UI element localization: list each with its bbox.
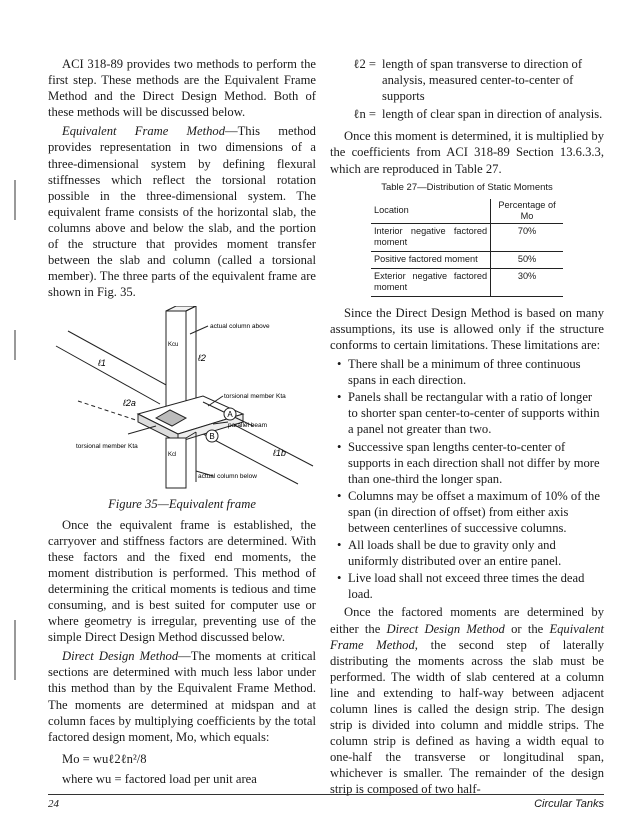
point-a-label: A [227, 410, 233, 420]
paragraph-emphasis: Equivalent Frame Method [330, 621, 604, 652]
definition-text: length of clear span in direction of analysis. [382, 107, 603, 122]
table-cell-percentage: 70% [491, 223, 563, 251]
label-column-below: actual column below [198, 473, 257, 481]
coefficients-paragraph: Once this moment is determined, it is multiplied by the coefficients from ACI 318-89 Section 13.6.3.3, which are reproduced in Table 27. [330, 129, 604, 176]
margin-mark [14, 620, 16, 680]
list-item: • Columns may be offset a maximum of 10% of the span (in direction of offset) from either axis between centerlines of successive columns. [330, 488, 604, 536]
table-title: Table 27—Distribution of Static Moments [381, 181, 553, 193]
paragraph-text: or the [504, 621, 550, 636]
margin-mark [14, 330, 16, 360]
definition-item [330, 106, 604, 122]
direct-design-paragraph [48, 648, 316, 745]
table-header-location: Location [371, 199, 491, 224]
intro-paragraph: ACI 318-89 provides two methods to perform the first step. These methods are the Equivalent Frame Method and the Direct Design Method. Both of these methods will be discussed below. [48, 57, 316, 120]
list-item: • Live load shall not exceed three times the dead load. [330, 570, 604, 602]
list-item: • All loads shall be due to gravity only and uniformly distributed over an entire panel. [330, 537, 604, 569]
label-column-above: actual column above [210, 323, 270, 331]
paragraph-text: , the second step of laterally distributing the moments across the slab must be performed. The width of slab centered at a column line and extending to half-way between adjacent column lines is called the design strip. The design strip is divided into column and middle strips. The column strip is defined as having a width equal to one-half the transverse or longitudinal span, whichever is smaller. The remainder of the design strip is composed of two half- [330, 637, 604, 797]
figure-caption: Figure 35—Equivalent frame [108, 497, 256, 512]
table-row [371, 223, 563, 251]
definitions-list [330, 56, 604, 122]
label-kc-lower: Kcl [168, 452, 177, 459]
table-row [371, 251, 563, 268]
table-header-row [371, 199, 563, 224]
paragraph-emphasis: Direct Design Method [386, 621, 505, 636]
label-l1: ℓ1 [98, 358, 106, 369]
equivalent-frame-paragraph [48, 123, 316, 300]
frame-diagram [48, 306, 316, 496]
slab-edge-line [68, 331, 168, 386]
lateral-distribution-paragraph [330, 604, 604, 797]
definition-symbol: ℓ2 = [353, 57, 376, 71]
label-l2: ℓ2 [198, 353, 206, 364]
direct-design-heading: Direct Design Method [62, 649, 179, 664]
page-footer [48, 794, 604, 810]
definition-item [330, 56, 604, 104]
definition-text: length of span transverse to direction of analysis, measured center-to-center of supports [382, 57, 583, 104]
column-above [166, 311, 186, 411]
right-column [330, 56, 604, 801]
list-item: • Panels shall be rectangular with a ratio of longer to shorter span center-to-center of supports within a panel not greater than two. [330, 389, 604, 437]
list-item: • There shall be a minimum of three continuous spans in each direction. [330, 356, 604, 388]
label-parallel-beam: parallel beam [228, 422, 268, 430]
table-cell-percentage: 50% [491, 251, 563, 268]
table-cell-percentage: 30% [491, 268, 563, 296]
label-kc-upper: Kcu [168, 342, 179, 349]
margin-mark [14, 180, 16, 220]
column-below [166, 438, 186, 488]
running-title: Circular Tanks [534, 798, 604, 810]
table-cell-location: Exterior negative factored moment [371, 268, 491, 296]
label-l2a: ℓ2a [123, 398, 136, 409]
page-number: 24 [48, 798, 59, 810]
equivalent-frame-figure [48, 306, 316, 496]
list-item: • Successive span lengths center-to-center of supports in each direction shall not differ by more than one-third the longer span. [330, 439, 604, 487]
table-cell-location: Positive factored moment [371, 251, 491, 268]
definition-symbol: ℓn = [353, 107, 376, 122]
left-column [48, 56, 316, 787]
paragraph-text: Once the factored moments are determined by either the [330, 605, 604, 636]
point-b-label: B [209, 432, 215, 442]
direct-design-text: —The moments at critical sections are determined with much less labor under this method than by the Equivalent Frame Method. The moments are determined at midspan and at column faces by multiplying coefficients by the total factored design moment, Mo, which equals: [48, 649, 316, 744]
label-l1b: ℓ1b [273, 448, 286, 459]
moment-formula: Mo = wuℓ2ℓn²/8 [62, 751, 147, 766]
where-clause: where wu = factored load per unit area [62, 771, 257, 786]
equivalent-frame-heading: Equivalent Frame Method [62, 124, 226, 139]
label-torsional-member-right: torsional member Kta [224, 393, 286, 401]
slab-edge-line [56, 346, 160, 404]
limitations-list [330, 356, 604, 602]
static-moments-table [371, 199, 563, 297]
label-torsional-member-left: torsional member Kta [76, 443, 138, 451]
table-cell-location: Interior negative factored moment [371, 223, 491, 251]
equivalent-frame-text: —This method provides representation in two dimensions of a three-dimensional system by defining flexural stiffnesses which reflect the torsional rotation possible in the three-dimensional system. The equivalent frame consists of the horizontal slab, the columns above and below the slab, and the portion of the structure that provides moment transfer between the slab and column (called a torsional member). The three parts of the equivalent frame are shown in Fig. 35. [48, 124, 316, 300]
moment-distribution-paragraph: Once the equivalent frame is established, the carryover and stiffness factors are determined. With these factors and the fixed end moments, the moment distribution is performed. This method of determining the critical moments is tedious and time consuming, and is best suited for computer use or where geometry is irregular, preventing use of the simple Direct Design Method discussed below. [48, 517, 316, 645]
table-header-percentage: Percentage of Mo [491, 199, 563, 224]
limitations-paragraph: Since the Direct Design Method is based on many assumptions, its use is allowed only if the structure conforms to certain limitations. These limitations are: [330, 305, 604, 352]
table-row [371, 268, 563, 296]
